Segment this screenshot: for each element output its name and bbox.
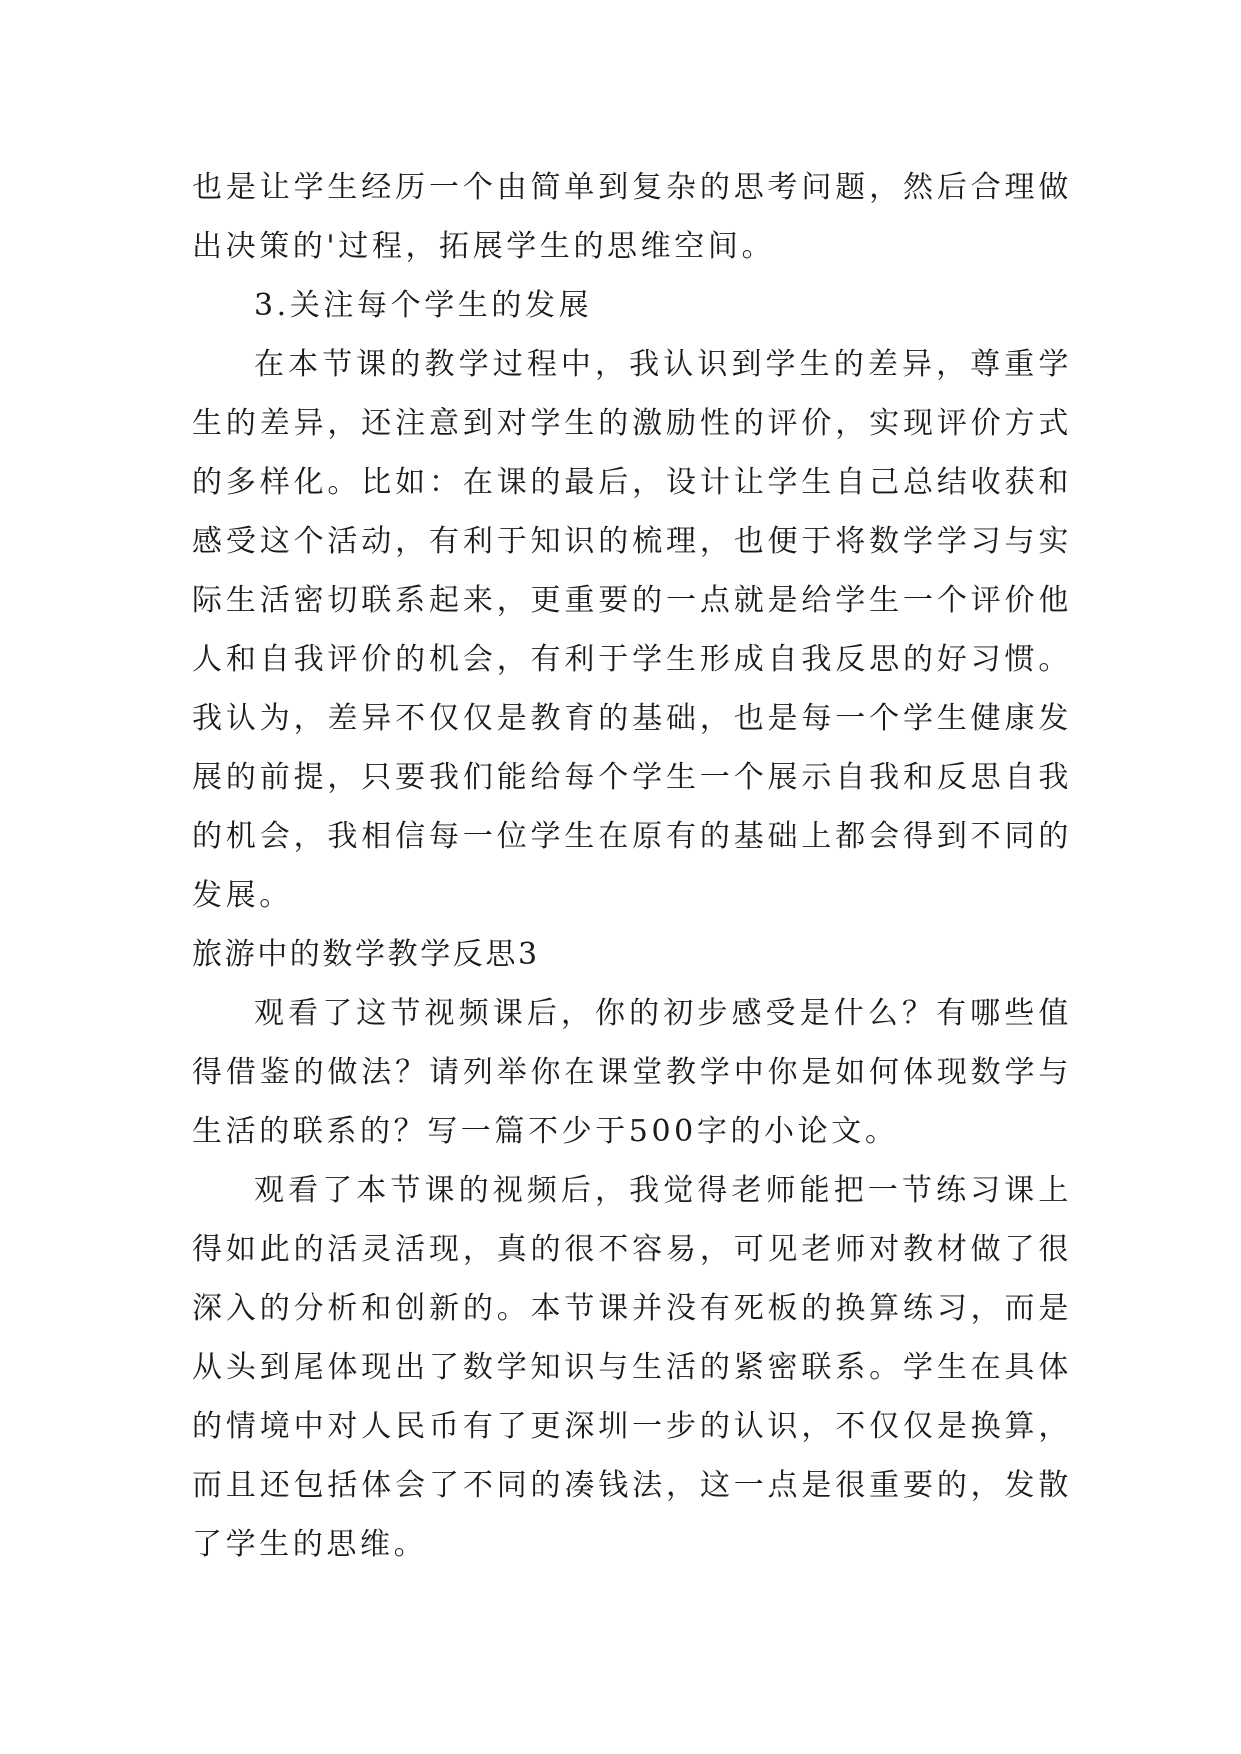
paragraph-continuation: 也是让学生经历一个由简单到复杂的思考问题，然后合理做出决策的'过程，拓展学生的思维空间。 [192, 170, 1072, 264]
document-subtitle: 旅游中的数学教学反思3 [192, 937, 540, 972]
paragraph: 观看了本节课的视频后，我觉得老师能把一节练习课上得如此的活灵活现，真的很不容易，可见老师对教材做了很深入的分析和创新的。本节课并没有死板的换算练习，而是从头到尾体现出了数学知识与生活的紧密联系。学生在具体的情境中对人民币有了更深圳一步的认识，不仅仅是换算，而且还包括体会了不同的凑钱法，这一点是很重要的，发散了学生的思维。 [192, 1173, 1072, 1562]
document-body [192, 158, 1072, 1574]
paragraph: 观看了这节视频课后，你的初步感受是什么？有哪些值得借鉴的做法？请列举你在课堂教学中你是如何体现数学与生活的联系的？写一篇不少于500字的小论文。 [192, 996, 1072, 1149]
section-heading: 3.关注每个学生的发展 [254, 288, 593, 323]
paragraph: 在本节课的教学过程中，我认识到学生的差异，尊重学生的差异，还注意到对学生的激励性的评价，实现评价方式的多样化。比如：在课的最后，设计让学生自己总结收获和感受这个活动，有利于知识的梳理，也便于将数学学习与实际生活密切联系起来，更重要的一点就是给学生一个评价他人和自我评价的机会，有利于学生形成自我反思的好习惯。我认为，差异不仅仅是教育的基础，也是每一个学生健康发展的前提，只要我们能给每个学生一个展示自我和反思自我的机会，我相信每一位学生在原有的基础上都会得到不同的发展。 [192, 347, 1072, 913]
